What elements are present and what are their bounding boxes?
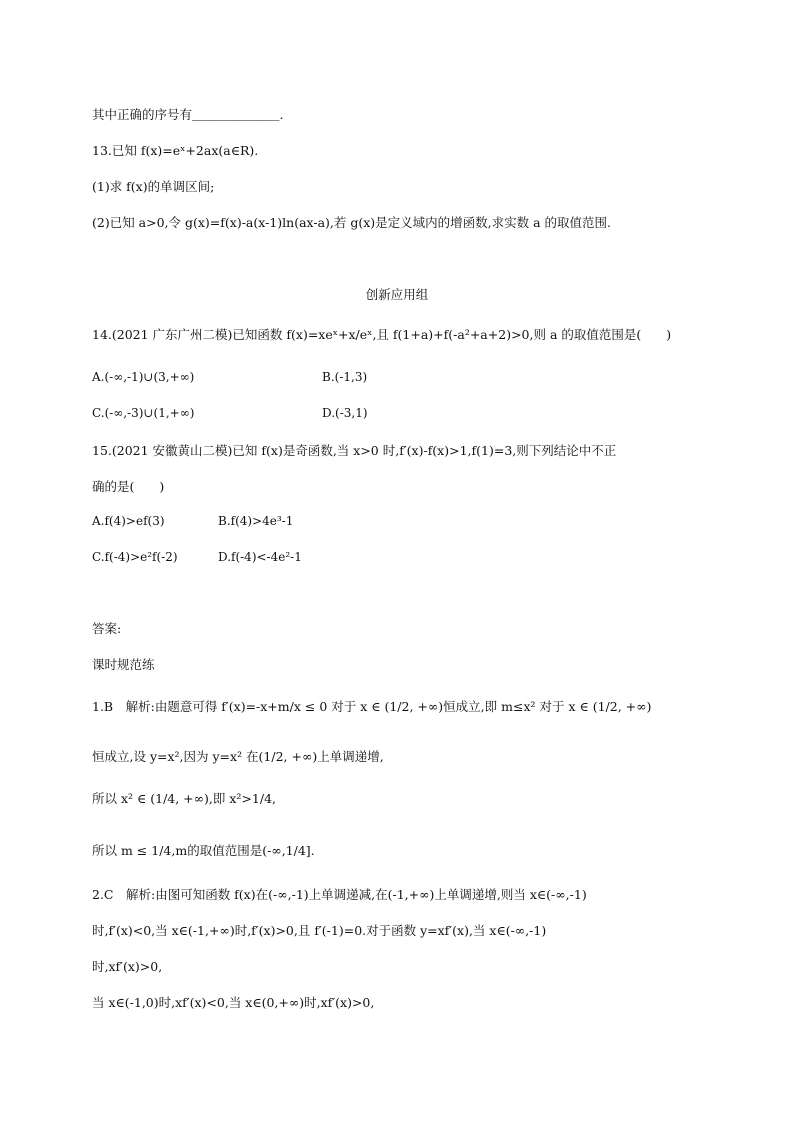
option-c: C.f(-4)>e²f(-2) [92,550,178,564]
section-heading: 创新应用组 [365,287,429,302]
text-line: (2)已知 a>0,令 g(x)=f(x)-a(x-1)ln(ax-a),若 g(x)是定义域内的增函数,求实数 a 的取值范围. [92,215,612,230]
option-b: B.f(4)>4e³-1 [218,514,294,528]
problem-15-title: 15.(2021 安徽黄山二模)已知 f(x)是奇函数,当 x>0 时,f′(x)-f(x)>1,f(1)=3,则下列结论中不正 [92,443,617,458]
solution-1: 1.B 解析:由题意可得 f′(x)=-x+m/x ≤ 0 对于 x ∈ (1/2, +∞)恒成立,即 m≤x² 对于 x ∈ (1/2, +∞) [92,699,652,714]
text-line: 恒成立,设 y=x²,因为 y=x² 在(1/2, +∞)上单调递增, [92,749,384,764]
answers-heading: 答案: [92,621,122,636]
option-d: D.(-3,1) [322,406,368,420]
option-c: C.(-∞,-3)∪(1,+∞) [92,406,195,420]
answers-subheading: 课时规范练 [92,657,155,672]
text-line: 所以 m ≤ 1/4,m的取值范围是(-∞,1/4]. [92,843,315,858]
option-d: D.f(-4)<-4e²-1 [218,550,302,564]
problem-14-title: 14.(2021 广东广州二模)已知函数 f(x)=xeˣ+x/eˣ,且 f(1+a)+f(-a²+a+2)>0,则 a 的取值范围是( ) [92,327,672,342]
solution-2: 2.C 解析:由图可知函数 f(x)在(-∞,-1)上单调递减,在(-1,+∞)上单调递增,则当 x∈(-∞,-1) [92,887,587,902]
option-b: B.(-1,3) [322,370,368,384]
text-line: 当 x∈(-1,0)时,xf′(x)<0,当 x∈(0,+∞)时,xf′(x)>0, [92,995,375,1010]
text-line: (1)求 f(x)的单调区间; [92,179,215,194]
text-line: 所以 x² ∈ (1/4, +∞),即 x²>1/4, [92,791,277,806]
option-a: A.(-∞,-1)∪(3,+∞) [92,370,195,384]
option-a: A.f(4)>ef(3) [92,514,165,528]
text-line: 时,f′(x)<0,当 x∈(-1,+∞)时,f′(x)>0,且 f′(-1)=0.对于函数 y=xf′(x),当 x∈(-∞,-1) [92,923,547,938]
text-line: 其中正确的序号有＿＿＿＿＿＿＿. [92,107,284,122]
problem-13-title: 13.已知 f(x)=eˣ+2ax(a∈R). [92,143,259,158]
text-line: 时,xf′(x)>0, [92,959,163,974]
text-line: 确的是( ) [92,479,165,494]
